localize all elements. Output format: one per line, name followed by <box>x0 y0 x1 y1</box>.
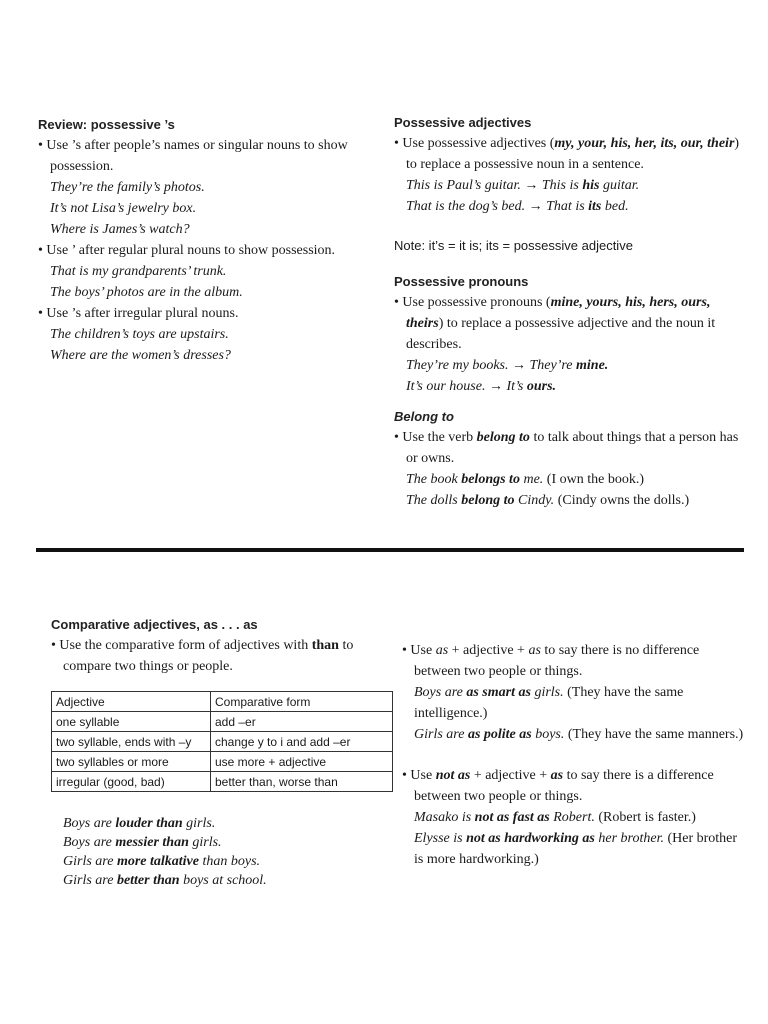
belong-to-rule: • Use the verb belong to to talk about things that a person has or owns. <box>394 430 739 466</box>
table-row <box>52 752 393 772</box>
example: They’re the family’s photos. <box>50 180 205 195</box>
possessive-s-rule-3: • Use ’s after irregular plural nouns. <box>38 306 239 321</box>
possessive-adjectives-heading: Possessive adjectives <box>394 115 532 130</box>
example: The book belongs to me. (I own the book.) <box>406 472 644 487</box>
example: Elysse is not as hardworking as her brother. (Her brother is more hardworking.) <box>414 831 738 867</box>
table-row <box>52 712 393 732</box>
table-cell: use more + adjective <box>211 752 393 772</box>
table-row <box>52 772 393 792</box>
table-cell: better than, worse than <box>211 772 393 792</box>
possessive-adjectives-rule: • Use possessive adjectives (my, your, his, her, its, our, their) to replace a possessive noun in a sentence. <box>394 136 740 172</box>
as-as-rule: • Use as + adjective + as to say there is no difference between two people or things. <box>402 643 700 679</box>
belong-to-heading: Belong to <box>394 409 454 424</box>
possessives-section <box>394 115 742 511</box>
example: Boys are louder than girls. <box>63 816 216 831</box>
example: Girls are as polite as boys. (They have the same manners.) <box>414 727 744 742</box>
table-header-cell: Comparative form <box>211 692 393 712</box>
example: The boys’ photos are in the album. <box>50 285 243 300</box>
possessive-s-section <box>38 117 388 366</box>
example: It’s our house. → It’s ours. <box>406 379 557 394</box>
table-row <box>52 732 393 752</box>
example: They’re my books. → They’re mine. <box>406 358 609 373</box>
possessive-pronouns-heading: Possessive pronouns <box>394 274 529 289</box>
example: It’s not Lisa’s jewelry box. <box>50 201 197 216</box>
possessive-s-rule-1: • Use ’s after people’s names or singular nouns to show possession. <box>38 138 348 174</box>
table-cell: irregular (good, bad) <box>52 772 211 792</box>
table-header-cell: Adjective <box>52 692 211 712</box>
example: Masako is not as fast as Robert. (Robert is faster.) <box>414 810 696 825</box>
possessive-s-heading: Review: possessive ’s <box>38 117 175 132</box>
example: Boys are messier than girls. <box>63 835 222 850</box>
comparatives-section <box>51 617 391 890</box>
comparatives-heading: Comparative adjectives, as . . . as <box>51 617 258 632</box>
example: Girls are more talkative than boys. <box>63 854 261 869</box>
comparative-forms-table <box>51 691 393 792</box>
example: This is Paul’s guitar. → This is his guitar. <box>406 178 640 193</box>
table-header <box>52 692 393 712</box>
table-cell: one syllable <box>52 712 211 732</box>
example: Where are the women’s dresses? <box>50 348 231 363</box>
comparatives-rule: • Use the comparative form of adjectives with than to compare two things or people. <box>51 638 354 674</box>
not-as-as-rule: • Use not as + adjective + as to say there is a difference between two people or things. <box>402 768 714 804</box>
table-cell: change y to i and add –er <box>211 732 393 752</box>
example: That is the dog’s bed. → That is its bed. <box>406 199 629 214</box>
table-cell: two syllable, ends with –y <box>52 732 211 752</box>
possessive-pronouns-rule: • Use possessive pronouns (mine, yours, his, hers, ours, theirs) to replace a possessive adjective and the noun it describes. <box>394 295 716 352</box>
example: Where is James’s watch? <box>50 222 190 237</box>
possessive-s-rule-2: • Use ’ after regular plural nouns to show possession. <box>38 243 336 258</box>
as-as-section <box>402 640 748 870</box>
example: Boys are as smart as girls. (They have the same intelligence.) <box>414 685 684 721</box>
table-cell: two syllables or more <box>52 752 211 772</box>
example: That is my grandparents’ trunk. <box>50 264 227 279</box>
its-note: Note: it’s = it is; its = possessive adjective <box>394 238 633 253</box>
example: Girls are better than boys at school. <box>63 873 267 888</box>
example: The children’s toys are upstairs. <box>50 327 229 342</box>
example: The dolls belong to Cindy. (Cindy owns the dolls.) <box>406 493 690 508</box>
table-cell: add –er <box>211 712 393 732</box>
section-divider <box>36 548 744 552</box>
